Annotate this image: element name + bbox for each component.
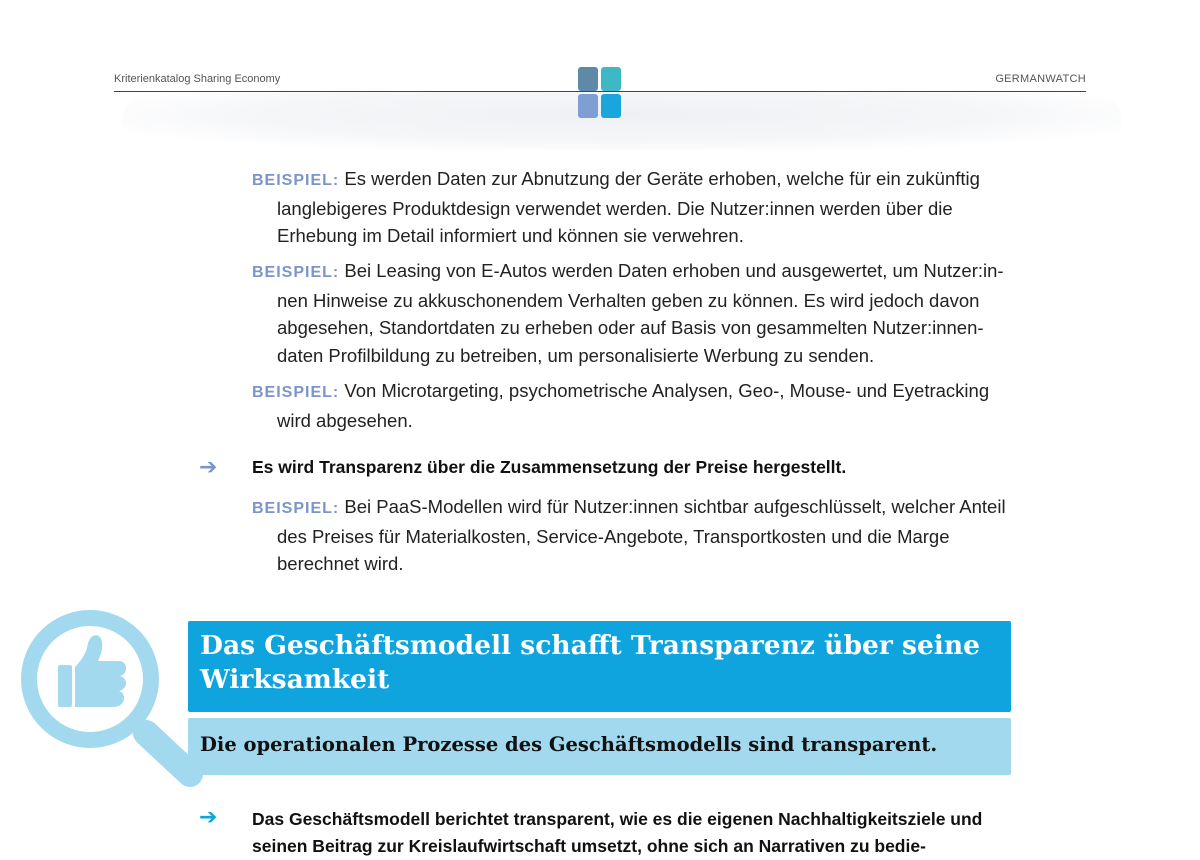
example-label: BEISPIEL: <box>252 264 340 281</box>
section-subtitle: Die operationalen Prozesse des Geschäftsmodells sind transparent. <box>200 733 938 756</box>
criterion-price-transparency: Es wird Transparenz über die Zusammensetzung der Preise hergestellt. <box>252 457 847 477</box>
header-publisher: GERMANWATCH <box>995 73 1086 85</box>
magnifier-thumbs-up-icon <box>18 608 218 798</box>
germanwatch-logo <box>578 67 622 120</box>
section-title-box <box>188 621 1011 712</box>
logo-square <box>601 94 621 118</box>
example-label: BEISPIEL: <box>252 172 340 189</box>
example-text: Bei PaaS-Modellen wird für Nutzer:innen sichtbar aufgeschlüsselt, welcher Anteil des Preises für Materialkosten, Service-Angebote, Transportkosten und die Marge berechnet wird. <box>277 496 1006 574</box>
example-paragraph <box>252 257 1027 369</box>
logo-square <box>578 94 598 118</box>
section-subtitle-box <box>188 718 1011 775</box>
example-text: Es werden Daten zur Abnutzung der Geräte erhoben, welche für ein zukünftig langlebigeres Produktdesign verwendet werden. Die Nutzer:innen werden über die Erhebung im Detail informiert und können sie verwehren. <box>277 168 980 246</box>
example-paragraph <box>252 377 1027 434</box>
logo-square <box>578 67 598 91</box>
example-paragraph <box>252 493 1027 578</box>
section-title: Das Geschäftsmodell schafft Transparenz über seine Wirksamkeit <box>200 630 981 695</box>
arrow-right-icon: ➔ <box>199 454 218 479</box>
criterion-reporting: Das Geschäftsmodell berichtet transparent, wie es die eigenen Nachhaltigkeitsziele und seinen Beitrag zur Kreislaufwirtschaft umsetzt, ohne sich an Narrativen zu bedie- <box>252 809 983 856</box>
example-text: Bei Leasing von E-Autos werden Daten erhoben und ausgewertet, um Nutzer:in-nen Hinweise zu akkuschonendem Verhalten geben zu können. Es wird jedoch davon abgesehen, Standortdaten zu erheben oder auf Basis von gesammelten Nutzer:innen-daten Profilbildung zu betreiben, um personalisierte Werbung zu senden. <box>277 260 1004 366</box>
logo-square <box>601 67 621 91</box>
example-label: BEISPIEL: <box>252 500 340 517</box>
header-shadow <box>122 92 1122 150</box>
example-label: BEISPIEL: <box>252 384 340 401</box>
example-paragraph <box>252 165 1027 250</box>
arrow-right-icon: ➔ <box>199 804 218 829</box>
example-text: Von Microtargeting, psychometrische Analysen, Geo-, Mouse- und Eyetracking wird abgesehen. <box>277 380 990 431</box>
header-document-title: Kriterienkatalog Sharing Economy <box>114 73 281 85</box>
